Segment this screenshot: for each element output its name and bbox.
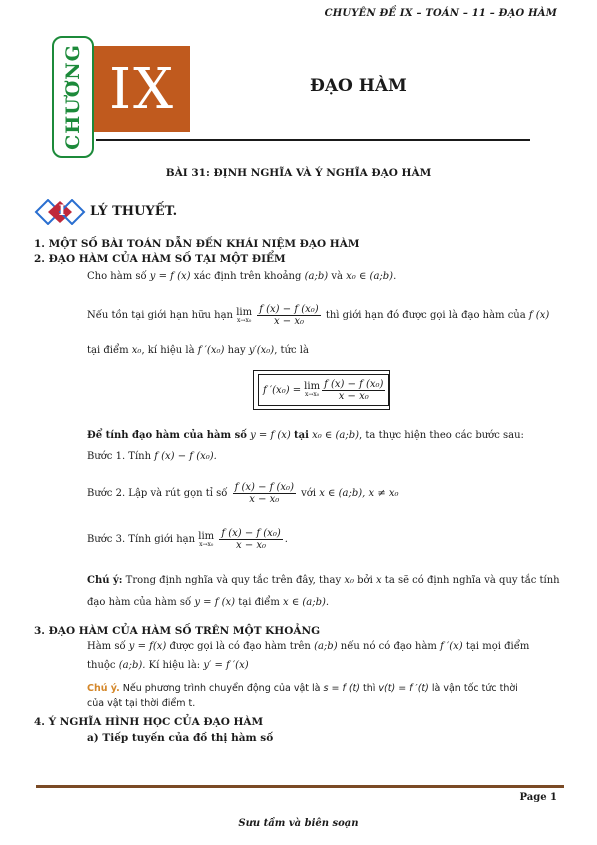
chapter-number: IX xyxy=(109,56,175,122)
footer-credit: Sưu tầm và biên soạn xyxy=(238,818,359,829)
paragraph-definition-intro: Cho hàm số y = f (x) xác định trên khoảng (a;b) và x₀ ∈ (a;b). xyxy=(87,271,397,282)
note-velocity-line-1: Chú ý. Nếu phương trình chuyển động của vật là s = f (t) thì v(t) = f ′(t) là vận tốc tức thời xyxy=(87,683,518,694)
lesson-title: BÀI 31: ĐỊNH NGHĨA VÀ Ý NGHĨA ĐẠO HÀM xyxy=(165,167,432,179)
chapter-title: ĐẠO HÀM xyxy=(310,76,407,96)
heading-3: 3. ĐẠO HÀM CỦA HÀM SỐ TRÊN MỘT KHOẢNG xyxy=(34,625,321,637)
header-title: CHUYÊN ĐỀ IX – TOÁN – 11 – ĐẠO HÀM xyxy=(324,8,557,19)
footer-divider xyxy=(36,785,564,788)
step-2: Bước 2. Lập và rút gọn tỉ số $\frac{\text{f (x) − f (x₀)}}{\text{x − x₀}}$ với x ∈ (a;b), x ≠ x₀ xyxy=(87,482,399,505)
note-1-line-1: Chú ý: Trong định nghĩa và quy tắc trên đây, thay x₀ bởi x ta sẽ có định nghĩa và quy tắc tính xyxy=(87,575,560,586)
section-title: LÝ THUYẾT. xyxy=(90,204,178,219)
note-velocity-line-2: của vật tại thời điểm t. xyxy=(87,698,196,709)
paragraph-steps-intro: Để tính đạo hàm của hàm số y = f (x) tại x₀ ∈ (a;b), ta thực hiện theo các bước sau: xyxy=(87,430,524,441)
paragraph-interval-notation: thuộc (a;b). Kí hiệu là: y′ = f ′(x) xyxy=(87,660,249,671)
page-number: Page 1 xyxy=(519,792,557,803)
paragraph-notation: tại điểm x₀, kí hiệu là f ′(x₀) hay y′(x₀), tức là xyxy=(87,345,309,356)
heading-2: 2. ĐẠO HÀM CỦA HÀM SỐ TẠI MỘT ĐIỂM xyxy=(34,253,286,265)
paragraph-limit-definition: Nếu tồn tại giới hạn hữu hạn lim x→x₀ $\frac{\text{f (x) − f (x₀)}}{\text{x − x₀}}$ thì giới hạn đó được gọi là đạo hàm của f (x) xyxy=(87,304,550,327)
chapter-word: CHƯƠNG xyxy=(62,44,85,150)
heading-1: 1. MỘT SỐ BÀI TOÁN DẪN ĐẾN KHÁI NIỆM ĐẠO HÀM xyxy=(34,238,360,250)
step-3: Bước 3. Tính giới hạn lim x→x₀ $\frac{\text{f (x) − f (x₀)}}{\text{x − x₀}}$ . xyxy=(87,528,288,551)
paragraph-interval-derivative: Hàm số y = f(x) được gọi là có đạo hàm trên (a;b) nếu nó có đạo hàm f ′(x) tại mọi điểm xyxy=(87,641,530,652)
step-1: Bước 1. Tính f (x) − f (x₀). xyxy=(87,451,217,462)
note-1-line-2: đạo hàm của hàm số y = f (x) tại điểm x ∈ (a;b). xyxy=(87,597,330,608)
heading-4: 4. Ý NGHĨA HÌNH HỌC CỦA ĐẠO HÀM xyxy=(34,716,264,728)
chapter-divider xyxy=(96,139,530,141)
heading-4a: a) Tiếp tuyến của đồ thị hàm số xyxy=(87,732,274,744)
definition-formula-box: f ′(x₀) = lim x→x₀ $\frac{\text{f (x) − f (x₀)}}{\text{x − x₀}}$ xyxy=(253,370,390,410)
section-number: I xyxy=(58,203,66,219)
